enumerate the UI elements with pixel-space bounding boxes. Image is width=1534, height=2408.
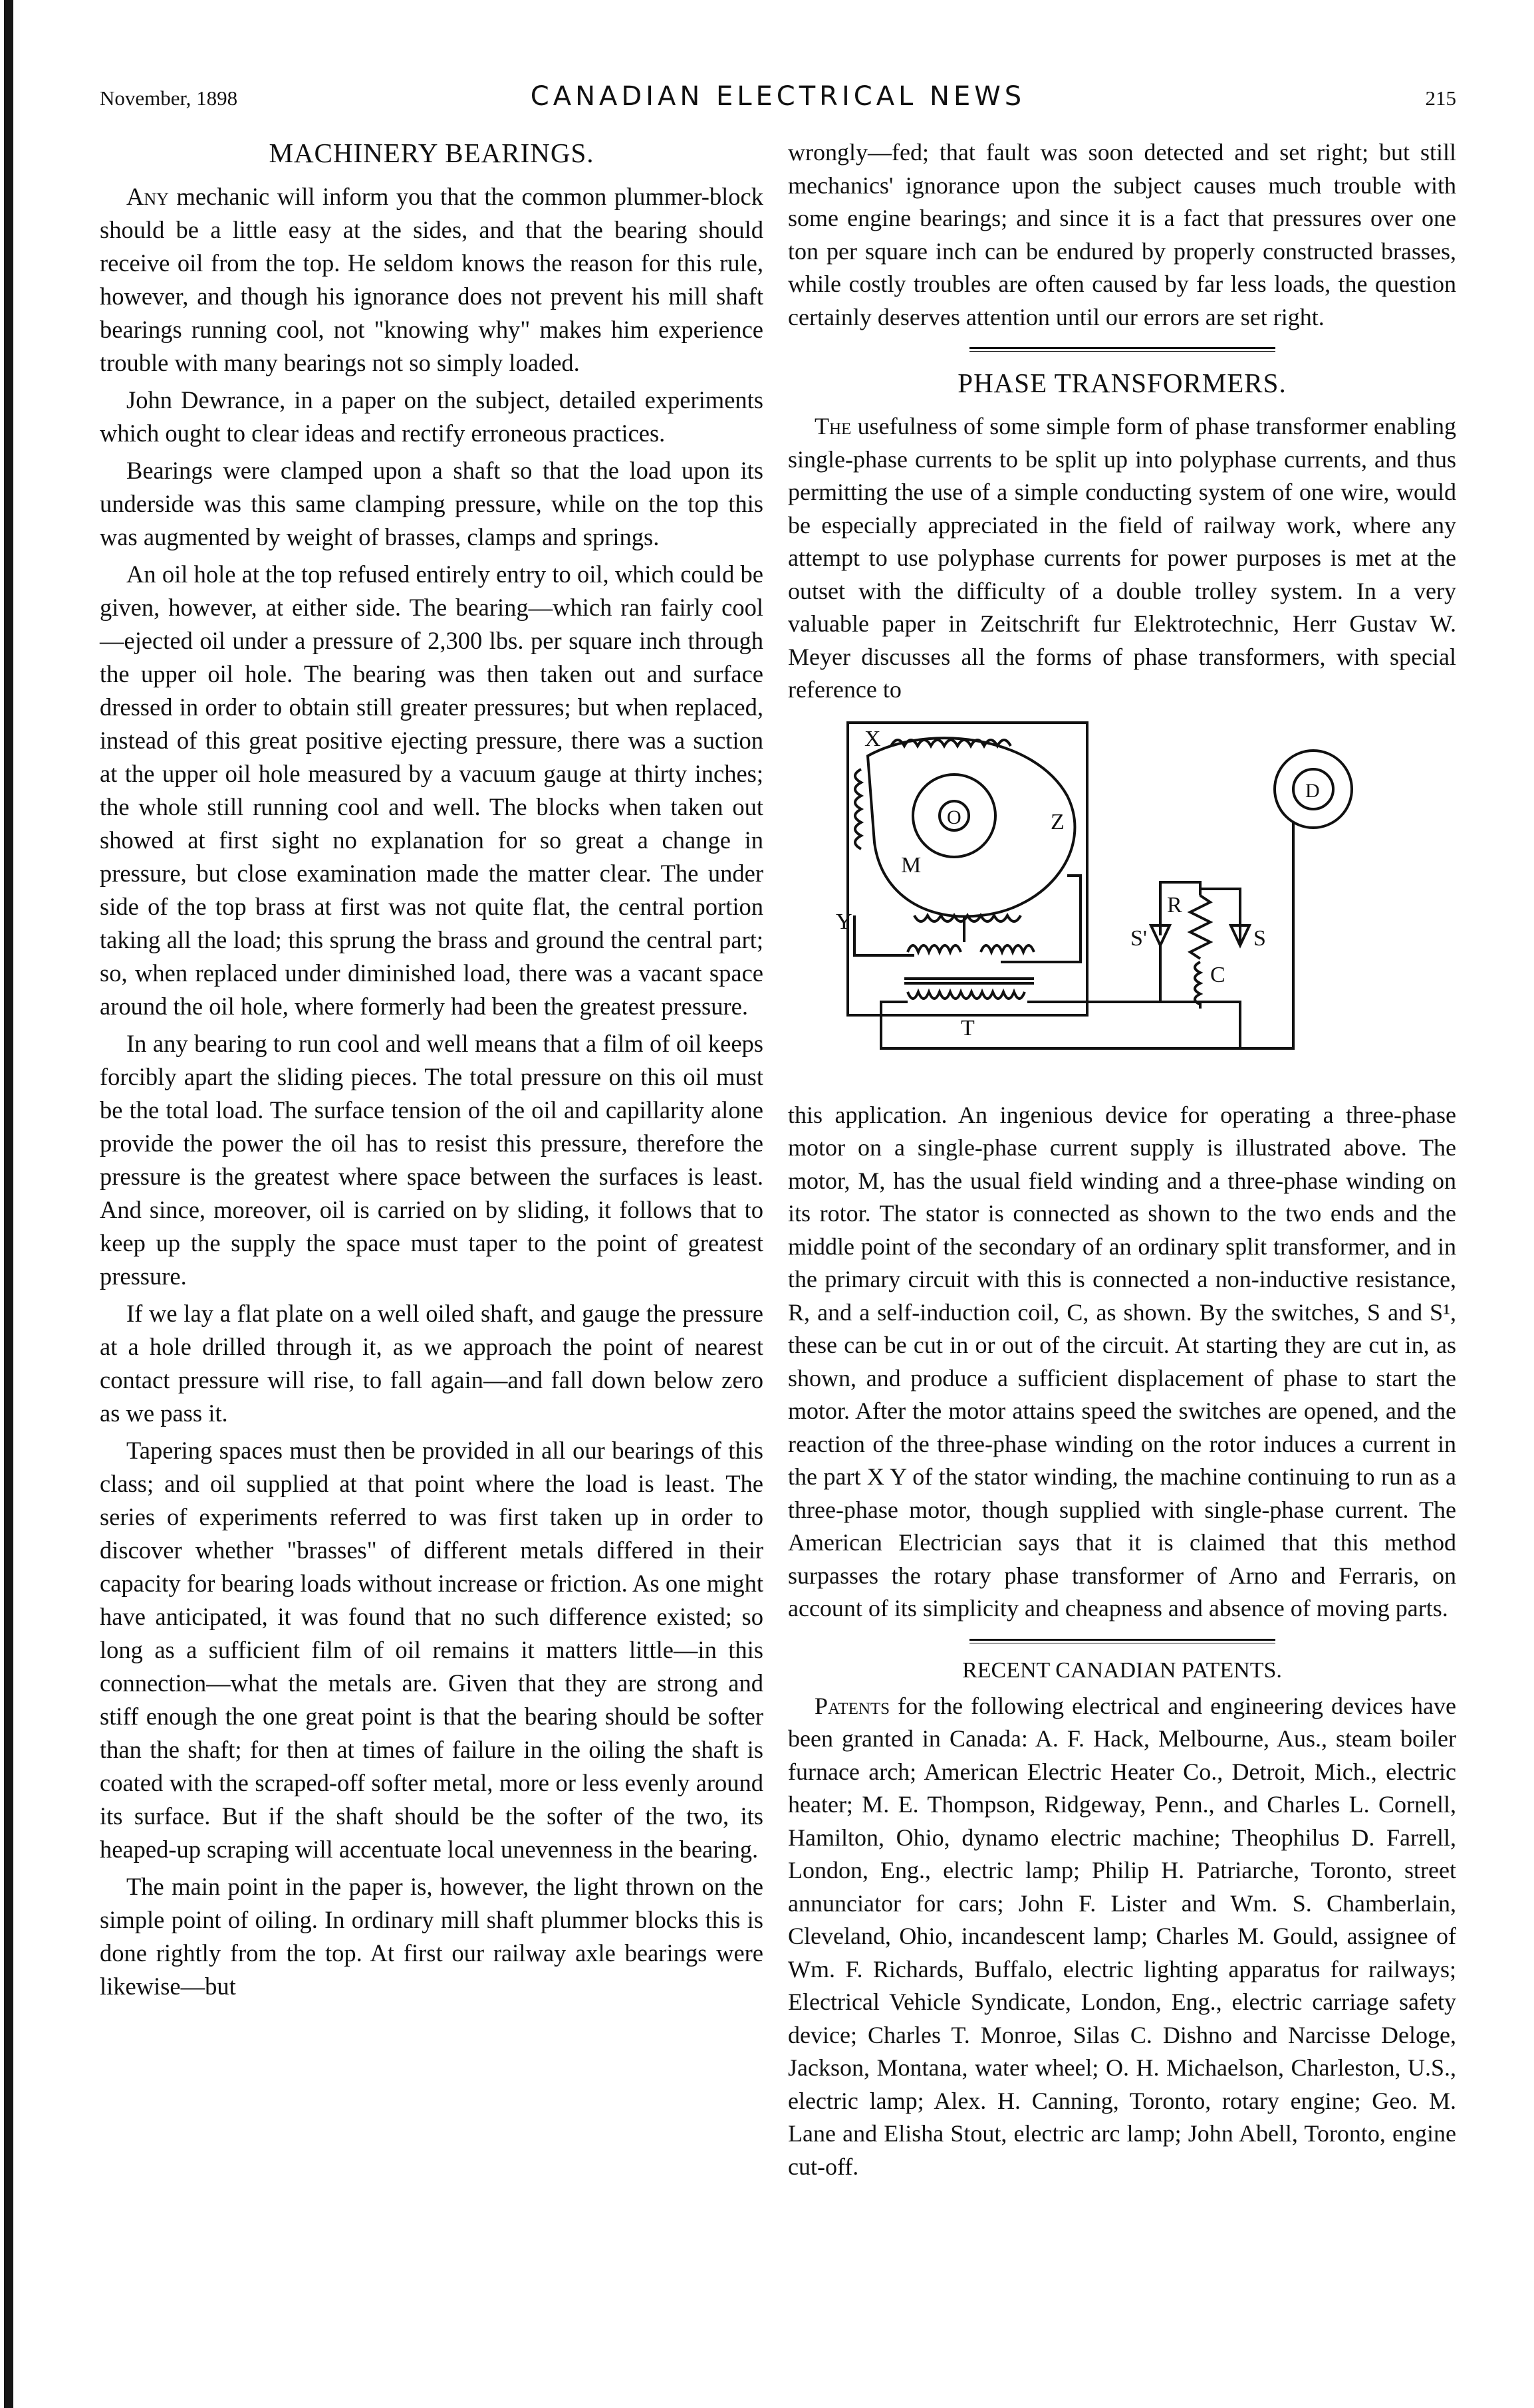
machinery-paragraph-7: Tapering spaces must then be provided in all our bearings of this class; and oil supplied at that point where the load is least. The series of experiments referred to was first taken up in order to discover whether "brasses" of different metals differed in their capacity for bearing loads without increase or friction. As one might have anticipated, it was found that no such difference existed; so long as a sufficient film of oil remains it matters little—in this connection—what the metals are. Given that they are strong and stiff enough the one great point is that the bearing should be softer than the shaft; for then at times of failure in the oiling the shaft is coated with the scraped-off softer metal, more or less evenly around its surface. But if the shaft should be the softer of the two, its heaped-up scraping will accentuate local unevenness in the bearing. bbox=[100, 1437, 763, 1863]
machinery-paragraph-5: In any bearing to run cool and well means that a film of oil keeps forcibly apart the sliding pieces. The total pressure on this oil must be the total load. The surface tension of the oil and capillarity alone provide the power the oil has to resist this pressure, therefore the pressure is the greatest where space between the surfaces is least. And since, moreover, oil is carried on by sliding, it follows that to keep up the supply the space must taper to the point of greatest pressure. bbox=[100, 1030, 763, 1290]
phase-transformers-heading: PHASE TRANSFORMERS. bbox=[958, 368, 1287, 398]
machinery-paragraph-6: If we lay a flat plate on a well oiled shaft, and gauge the pressure at a hole drilled through it, as we approach the point of nearest contact pressure will rise, to fall again—and fall down below zero as we pass it. bbox=[100, 1300, 763, 1427]
transformer-primary bbox=[908, 992, 1025, 999]
page-header bbox=[100, 81, 1456, 121]
machinery-paragraph-4: An oil hole at the top refused entirely entry to oil, which could be given, however, at either side. The bearing—which ran fairly cool—ejected oil under a pressure of 2,300 lbs. per square inch through the upper oil hole. The bearing was then taken out and surface dressed in order to obtain still greater pressures; but when replaced, instead of this great positive ejecting pressure, there was a suction at the upper oil hole measured by a vacuum gauge at thirty inches; the whole still running cool and well. The blocks when taken out showed at first sight no explanation for so great a change in pressure, but close examination made the matter clear. The under side of the top brass at first was not quite flat, the central portion taking all the load; this sprung the brass and ground the central part; so, when replaced under diminished load, there was a vacant space around the oil hole, where formerly had been the greatest pressure. bbox=[100, 560, 763, 1020]
phase-lead-word: The bbox=[815, 413, 852, 439]
issue-date: November, 1898 bbox=[100, 86, 238, 110]
switch-s-wire bbox=[1200, 889, 1240, 945]
section-divider-2 bbox=[969, 1639, 1275, 1643]
phase-p1-text: usefulness of some simple form of phase transformer enabling single-phase currents to be split up into polyphase currents, and thus permitting the use of a simple conducting system of one wire, would be especially appreciated in the field of railway work, where any attempt to use polyphase currents for power purposes is met at the outset with the difficulty of a double trolley system. In a very valuable paper in Zeitschrift fur Elektrotechnic, Herr Gustav W. Meyer discusses all the forms of phase transformers, with special reference to bbox=[788, 413, 1456, 703]
label-t: T bbox=[961, 1015, 975, 1040]
publication-title: CANADIAN ELECTRICAL NEWS bbox=[530, 81, 1026, 112]
diagram-frame bbox=[848, 723, 1087, 1015]
primary-circuit-wire bbox=[881, 1002, 1240, 1048]
machinery-paragraph-1 bbox=[100, 180, 763, 380]
patents-text: for the following electrical and engineering devices have been granted in Canada: A. F. Hack, Melbourne, Aus., steam boiler furnace arch; American Electric Heater Co., Detroit, Mich., electric heater; M. E. Thompson, Ridgeway, Penn., and Charles L. Cornell, Hamilton, Ohio, dynamo electric machine; Theophilus D. Farrell, London, Eng., electric lamp; Philip H. Patriarche, Toronto, street annunciator for cars; John F. Lister and Wm. S. Chamberlain, Cleveland, Ohio, incandescent lamp; Charles M. Gould, assignee of Wm. F. Richards, Buffalo, electric lighting apparatus for railways; Electrical Vehicle Syndicate, London, Eng., electric carriage safety device; Charles T. Monroe, Silas C. Dishno and Narcisse Deloge, Jackson, Montana, water wheel; O. H. Michaelson, Charleston, U.S., electric lamp; Alex. H. Canning, Toronto, rotary engine; Geo. M. Lane and Elisha Stout, electric arc lamp; John Abell, Toronto, engine cut-off. bbox=[788, 1692, 1456, 2180]
patents-heading: RECENT CANADIAN PATENTS. bbox=[962, 1657, 1282, 1683]
machinery-bearings-heading: MACHINERY BEARINGS. bbox=[269, 138, 594, 168]
patents-lead-word: Patents bbox=[815, 1692, 890, 1719]
label-c: C bbox=[1210, 962, 1225, 987]
transformer-secondary-right bbox=[981, 945, 1034, 952]
label-s: S bbox=[1253, 925, 1266, 951]
label-x: X bbox=[864, 726, 881, 751]
section-divider bbox=[969, 347, 1275, 352]
label-s1: S' bbox=[1130, 925, 1148, 951]
phase-paragraph-2: this application. An ingenious device for operating a three-phase motor on a single-phase current supply is illustrated above. The motor, M, has the usual field winding and a three-phase winding on its rotor. The stator is connected as shown to the two ends and the middle point of the secondary of an ordinary split transformer, and in the primary circuit with this is connected a non-inductive resistance, R, and a self-induction coil, C, as shown. By the switches, S and S¹, these can be cut in or out of the circuit. At starting they are cut in, as shown, and produce a sufficient displacement of phase to start the motor. After the motor attains speed the switches are opened, and the reaction of the three-phase winding on the rotor induces a current in the part X Y of the stator winding, the machine continuing to run as a three-phase motor, though supplied with single-phase current. The American Electrician says that it is claimed that this method surpasses the rotary phase transformer of Arno and Ferraris, on account of its simplicity and cheapness and absence of moving parts. bbox=[788, 1101, 1456, 1622]
right-column bbox=[788, 136, 1456, 2187]
resistance-r bbox=[1190, 896, 1210, 959]
machinery-p1-text: mechanic will inform you that the common plummer-block should be a little easy at the sides, and that the bearing should receive oil from the top. He seldom knows the reason for this rule, however, and though his ignorance does not prevent his mill shaft bearings running cool, not "knowing why" makes him experience trouble with many bearings not so simply loaded. bbox=[100, 183, 763, 376]
machinery-paragraph-2: John Dewrance, in a paper on the subject, detailed experiments which ought to clear ideas and rectify erroneous practices. bbox=[100, 386, 763, 447]
label-d: D bbox=[1305, 779, 1320, 802]
lead-wire-y bbox=[854, 915, 914, 955]
label-r: R bbox=[1167, 892, 1182, 917]
supply-wire bbox=[1280, 822, 1293, 1048]
machinery-lead-word: Any bbox=[126, 183, 169, 210]
phase-transformer-diagram bbox=[828, 716, 1426, 1088]
induction-coil-c bbox=[1195, 962, 1200, 1005]
machinery-paragraph-9: wrongly—fed; that fault was soon detected and set right; but still mechanics' ignorance upon the subject causes much trouble with some engine bearings; and since it is a fact that pressures over one ton per square inch can be endured by properly constructed brasses, while costly troubles are often caused by far less loads, the question certainly deserves attention until our errors are set right. bbox=[788, 139, 1456, 330]
diagram-svg bbox=[828, 716, 1426, 1088]
left-column bbox=[100, 136, 763, 2007]
stator-coil-left bbox=[855, 769, 861, 849]
stator-coil-bottom bbox=[914, 915, 1021, 921]
transformer-secondary-left bbox=[908, 945, 961, 952]
phase-paragraph-1 bbox=[788, 410, 1456, 707]
patents-paragraph bbox=[788, 1690, 1456, 2184]
page-number: 215 bbox=[1425, 86, 1456, 110]
label-z: Z bbox=[1051, 809, 1065, 834]
machinery-paragraph-8: The main point in the paper is, however, the light thrown on the simple point of oiling. In ordinary mill shaft plummer blocks this is done rightly from the top. At first our railway axle bearings were likewise—but bbox=[100, 1873, 763, 2000]
motor-stator-outline bbox=[868, 738, 1075, 916]
page-binding-edge bbox=[4, 0, 13, 2408]
machinery-paragraph-3: Bearings were clamped upon a shaft so that the load upon its underside was this same clamping pressure, while on the top this was augmented by weight of brasses, clamps and springs. bbox=[100, 457, 763, 550]
label-m: M bbox=[901, 852, 922, 878]
label-y: Y bbox=[836, 909, 852, 934]
label-o: O bbox=[947, 806, 961, 828]
